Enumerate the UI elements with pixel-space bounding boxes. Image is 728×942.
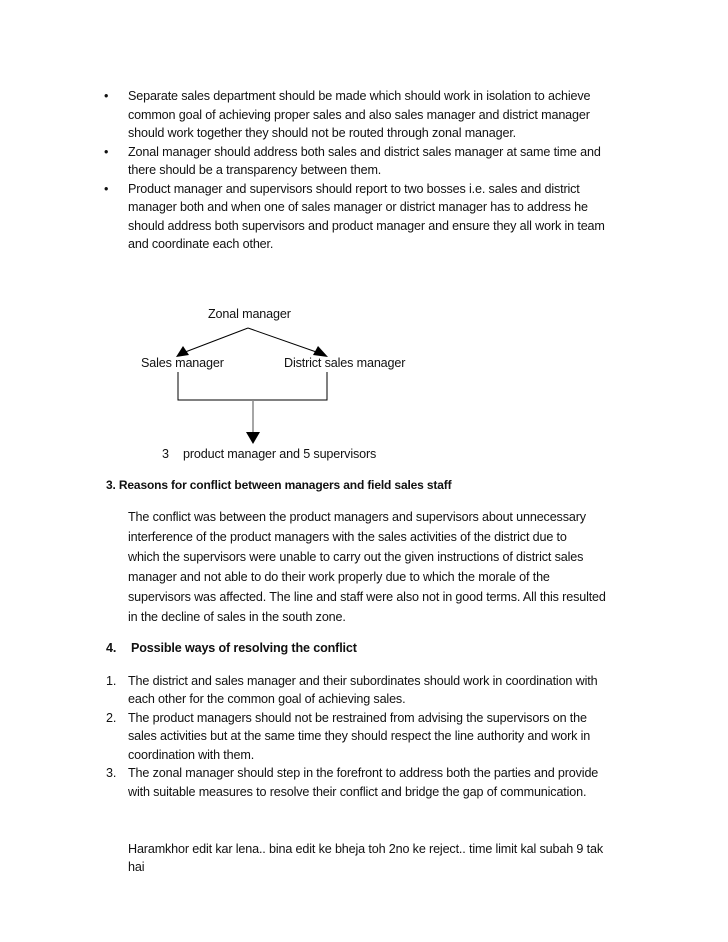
- note-line: hai: [128, 860, 145, 874]
- bullet-3-line-1: Product manager and supervisors should report to two bosses i.e. sales and district: [128, 182, 580, 196]
- bracket-line: [178, 372, 327, 400]
- list-item-line: with suitable measures to resolve their conflict and bridge the gap of communication.: [128, 785, 587, 799]
- bullet-3-line-2: manager both and when one of sales manager or district manager has to address he: [128, 200, 588, 214]
- list-number: 2.: [106, 711, 117, 725]
- bottom-label: product manager and 5 supervisors: [183, 447, 377, 461]
- list-number: 3.: [106, 766, 117, 780]
- bullet-1-line-3: should work together they should not be routed through zonal manager.: [128, 126, 517, 140]
- section-3-line: supervisors was affected. The line and staff were also not in good terms. All this resulted: [128, 590, 606, 604]
- section-4-number: 4.: [106, 641, 117, 655]
- section-3-line: in the decline of sales in the south zone.: [128, 610, 346, 624]
- bullet-2-line-1: Zonal manager should address both sales and district sales manager at same time and: [128, 145, 601, 159]
- bullet-2-line-2: there should be a transparency between them.: [128, 163, 382, 177]
- bullet-marker: •: [104, 89, 109, 103]
- list-item-line: sales activities but at the same time they should respect the line authority and work in: [128, 729, 591, 743]
- arrowhead-icon: [246, 432, 260, 444]
- section-3-heading: 3. Reasons for conflict between managers and field sales staff: [106, 478, 452, 492]
- bullet-1-line-2: common goal of achieving proper sales and also sales manager and district manager: [128, 108, 590, 122]
- bullet-3-line-4: and coordinate each other.: [128, 237, 274, 251]
- bullet-1-line-1: Separate sales department should be made which should work in isolation to achieve: [128, 89, 591, 103]
- connector-line: [248, 328, 322, 354]
- connector-line: [180, 328, 248, 354]
- sales-manager-label: Sales manager: [141, 356, 224, 370]
- list-item-line: The district and sales manager and their subordinates should work in coordination with: [128, 674, 598, 688]
- district-sales-manager-label: District sales manager: [284, 356, 406, 370]
- list-item-line: coordination with them.: [128, 748, 255, 762]
- bullet-marker: •: [104, 182, 109, 196]
- list-number: 1.: [106, 674, 117, 688]
- list-item-line: The product managers should not be restrained from advising the supervisors on the: [128, 711, 587, 725]
- section-3-line: The conflict was between the product managers and supervisors about unnecessary: [128, 510, 586, 524]
- bottom-number: 3: [162, 447, 169, 461]
- bullet-3-line-3: should address both supervisors and product manager and ensure they all work in team: [128, 219, 605, 233]
- section-3-line: interference of the product managers with the sales activities of the district due to: [128, 530, 567, 544]
- note-line: Haramkhor edit kar lena.. bina edit ke bheja toh 2no ke reject.. time limit kal subah 9 tak: [128, 842, 603, 856]
- section-3-line: manager and not able to do their work properly due to which the morale of the: [128, 570, 550, 584]
- list-item-line: The zonal manager should step in the forefront to address both the parties and provide: [128, 766, 599, 780]
- section-3-line: which the supervisors were unable to carry out the given instructions of district sales: [128, 550, 584, 564]
- zonal-manager-label: Zonal manager: [208, 307, 291, 321]
- section-4-heading: Possible ways of resolving the conflict: [131, 641, 357, 655]
- list-item-line: each other for the common goal of achieving sales.: [128, 692, 406, 706]
- bullet-marker: •: [104, 145, 109, 159]
